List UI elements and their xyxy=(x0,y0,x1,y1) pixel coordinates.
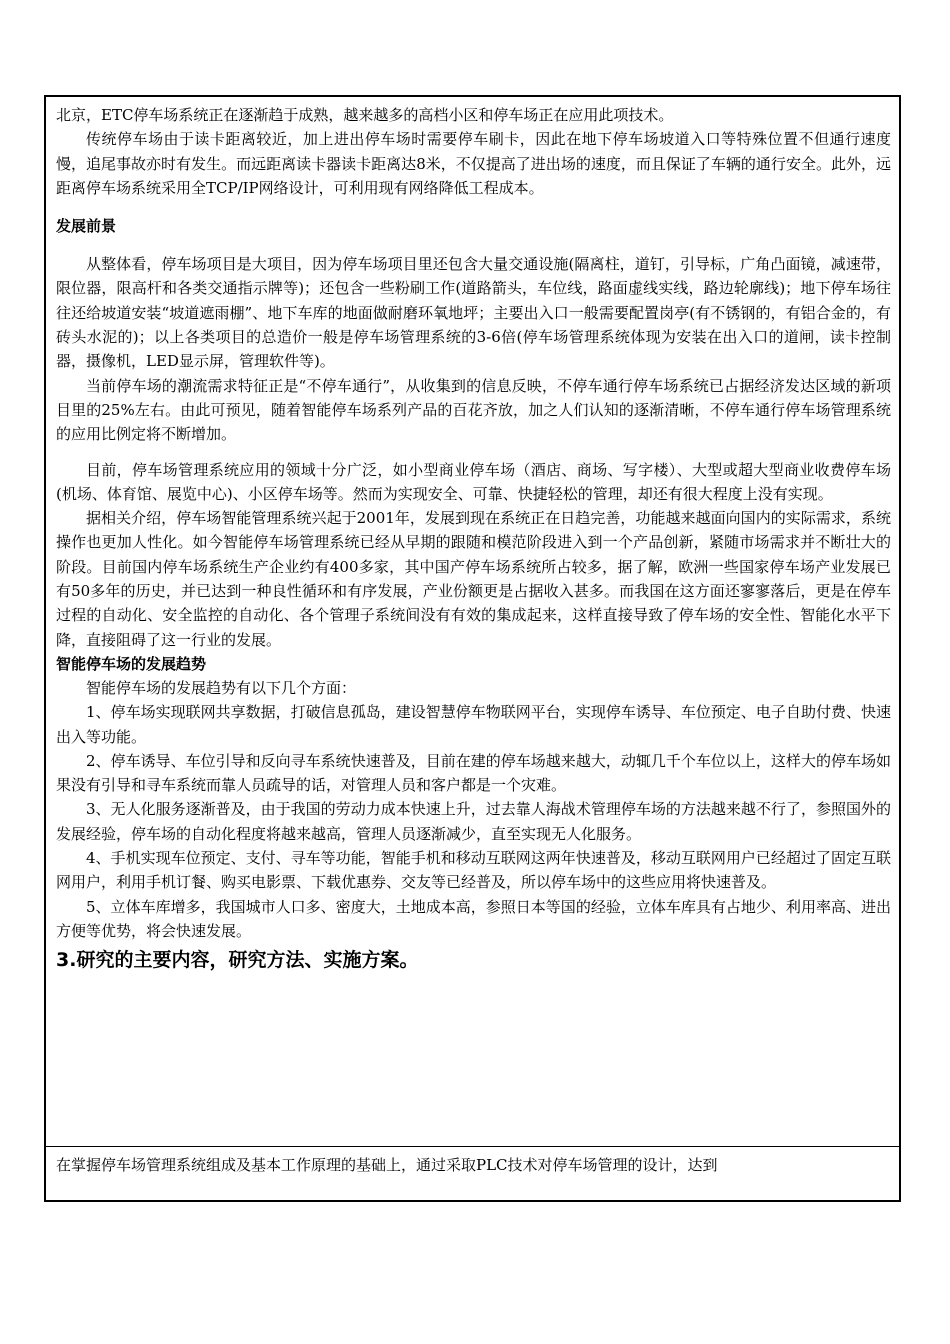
trend-paragraph-intro: 智能停车场的发展趋势有以下几个方面： xyxy=(86,678,357,697)
research-paragraph: 在掌握停车场管理系统组成及基本工作原理的基础上，通过采取PLC技术对停车场管理的设计，达到 xyxy=(56,1156,718,1174)
prospect-paragraph-4: 据相关介绍，停车场智能管理系统兴起于2001年，发展到现在系统正在日趋完善，功能越来越面向国内的实际需求，系统操作也更加人性化。如今智能停车场管理系统已经从早期的跟随和模范阶段进入到一个产品创新，紧随市场需求并不断壮大的阶段。目前国内停车场系统生产企业约有400多家，其中国产停车场系统所占较多，据了解，欧洲一些国家停车场产业发展已有50多年的历史，并已达到一种良性循环和有序发展，产业份额更是占据收入甚多。而我国在这方面还寥寥落后，更是在停车过程的自动化、安全监控的自动化、各个管理子系统间没有有效的集成起来，这样直接导致了停车场的安全性、智能化水平下降，直接阻碍了这一行业的发展。 xyxy=(56,509,891,649)
content-cell xyxy=(46,97,899,1147)
trend-item-1: 1、停车场实现联网共享数据，打破信息孤岛，建设智慧停车物联网平台，实现停车诱导、车位预定、电子自助付费、快速出入等功能。 xyxy=(56,703,891,746)
trend-item-2: 2、停车诱导、车位引导和反向寻车系统快速普及，目前在建的停车场越来越大，动辄几千个车位以上，这样大的停车场如果没有引导和寻车系统而靠人员疏导的话，对管理人员和客户都是一个灾难。 xyxy=(56,751,891,795)
trend-item-5: 5、立体车库增多，我国城市人口多、密度大，土地成本高，参照日本等国的经验，立体车库具有占地少、利用率高、进出方便等优势，将会快速发展。 xyxy=(56,897,891,940)
heading-trend: 智能停车场的发展趋势 xyxy=(56,654,207,673)
intro-paragraph-1: 北京，ETC停车场系统正在逐渐趋于成熟，越来越多的高档小区和停车场正在应用此项技术。 xyxy=(56,106,674,124)
heading-prospect: 发展前景 xyxy=(56,217,117,236)
prospect-paragraph-3: 目前，停车场管理系统应用的领域十分广泛，如小型商业停车场（酒店、商场、写字楼）、大型或超大型商业收费停车场(机场、体育馆、展览中心)、小区停车场等。然而为实现安全、可靠、快捷轻松的管理，却还有很大程度上没有实现。 xyxy=(56,460,891,503)
intro-paragraph-2: 传统停车场由于读卡距离较近，加上进出停车场时需要停车刷卡，因此在地下停车场坡道入口等特殊位置不但通行速度慢，追尾事故亦时有发生。而远距离读卡器读卡距离达8米，不仅提高了进出场的速度，而且保证了车辆的通行安全。此外，远距离停车场系统采用全TCP/IP网络设计，可利用现有网络降低工程成本。 xyxy=(56,130,891,197)
paragraph-gap xyxy=(56,447,891,458)
prospect-paragraph-2: 当前停车场的潮流需求特征正是“不停车通行”，从收集到的信息反映，不停车通行停车场系统已占据经济发达区域的新项目里的25%左右。由此可预见，随着智能停车场系列产品的百花齐放，加之人们认知的逐渐清晰，不停车通行停车场管理系统的应用比例定将不断增加。 xyxy=(56,376,891,444)
trend-item-3: 3、无人化服务逐渐普及，由于我国的劳动力成本快速上升，过去靠人海战术管理停车场的方法越来越不行了，参照国外的发展经验，停车场的自动化程度将越来越高，管理人员逐渐减少，直至实现无人化服务。 xyxy=(56,800,891,843)
heading-research: 3.研究的主要内容，研究方法、实施方案。 xyxy=(56,949,419,972)
document-frame xyxy=(44,95,901,1202)
trend-item-4: 4、手机实现车位预定、支付、寻车等功能，智能手机和移动互联网这两年快速普及，移动互联网用户已经超过了固定互联网用户，利用手机订餐、购买电影票、下载优惠券、交友等已经普及，所以停车场中的这些应用将快速普及。 xyxy=(56,849,891,892)
prospect-paragraph-1: 从整体看，停车场项目是大项目，因为停车场项目里还包含大量交通设施(隔离柱，道钉，引导标，广角凸面镜，减速带，限位器，限高杆和各类交通指示牌等)；还包含一些粉刷工作(道路箭头，车位线，路面虚线实线，路边轮廓线)；地下停车场往往还给坡道安装“坡道遮雨棚”、地下车库的地面做耐磨环氧地坪；主要出入口一般需要配置岗亭(有不锈钢的，有铝合金的，有砖头水泥的)；以上各类项目的总造价一般是停车场管理系统的3-6倍(停车场管理系统体现为安装在出入口的道闸，读卡控制器，摄像机，LED显示屏，管理软件等)。 xyxy=(56,255,891,371)
research-cell xyxy=(46,1147,899,1177)
